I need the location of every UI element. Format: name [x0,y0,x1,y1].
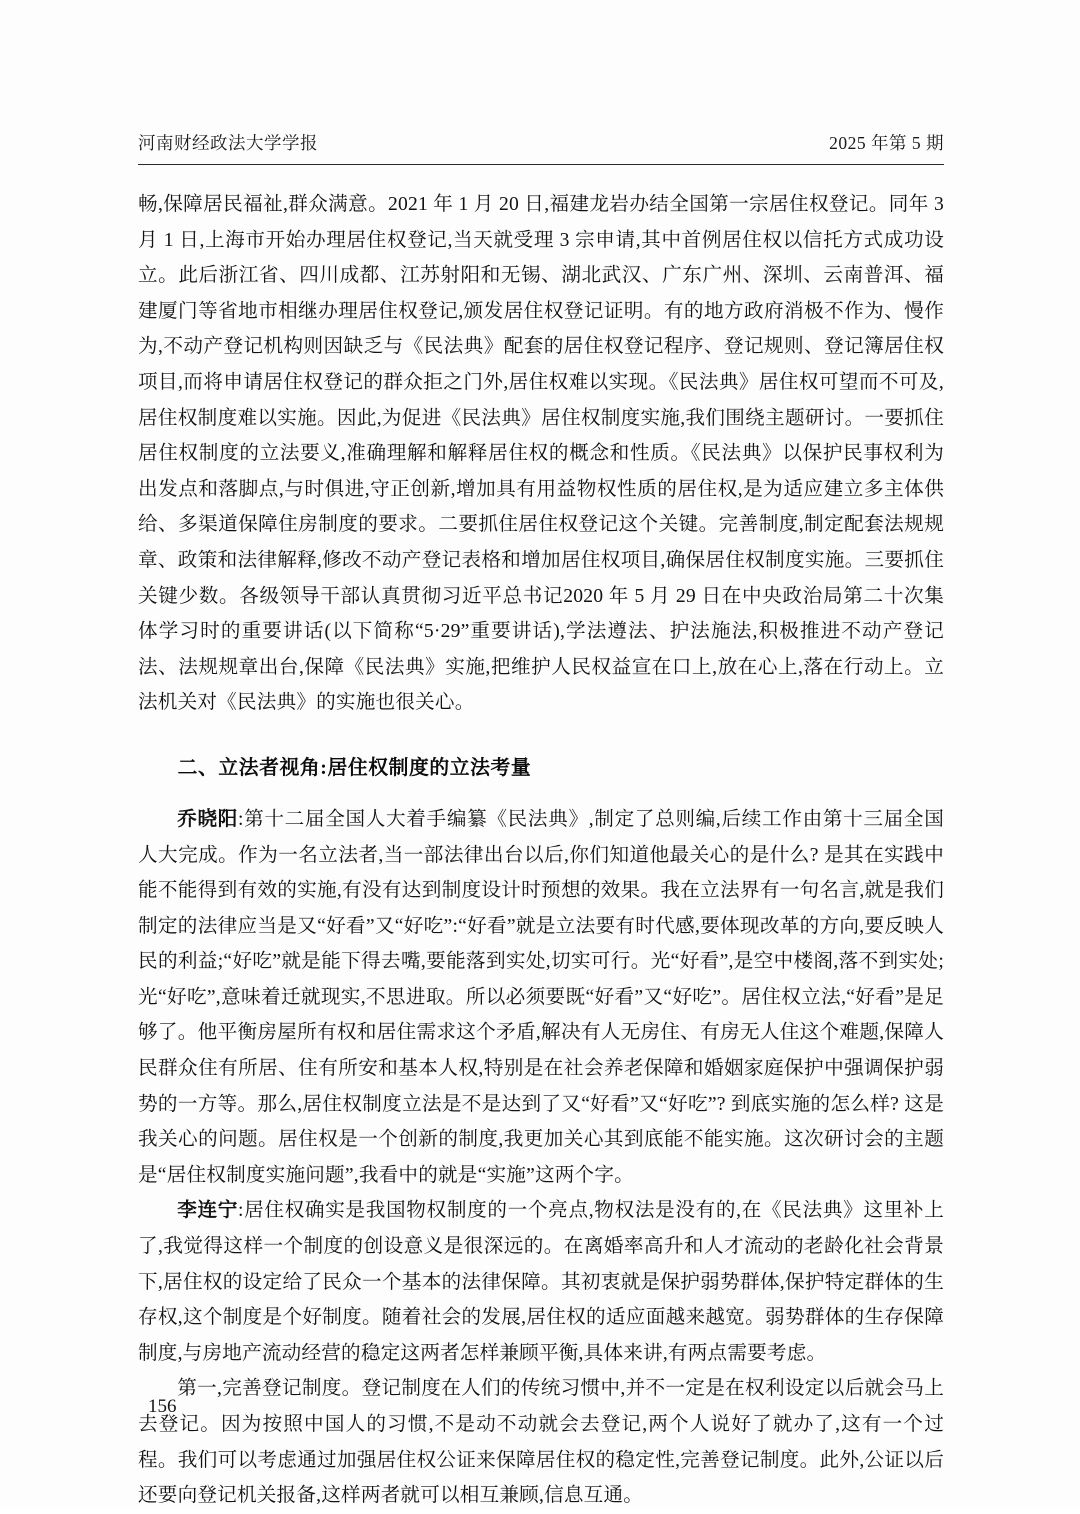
speaker-name-1: 乔晓阳 [177,808,238,830]
journal-name: 河南财经政法大学学报 [138,133,318,153]
page-content [138,130,944,1514]
speaker-name-2: 李连宁 [177,1200,238,1222]
speech-paragraph-2 [138,1193,944,1371]
header-rule [138,164,944,165]
speech-text-1: :第十二届全国人大着手编纂《民法典》,制定了总则编,后续工作由第十三届全国人大完成。作为一名立法者,当一部法律出台以后,你们知道他最关心的是什么? 是其在实践中能不能得到有效的实施,有没有达到制度设计时预想的效果。我在立法界有一句名言,就是我们制定的法律应当是又“好看”又“好吃”:“好看”就是立法要有时代感,要体现改革的方向,要反映人民的利益;“好吃”就是能下得去嘴,要能落到实处,切实可行。光“好看”,是空中楼阁,落不到实处;光“好吃”,意味着迁就现实,不思进取。所以必须要既“好看”又“好吃”。居住权立法,“好看”是足够了。他平衡房屋所有权和居住需求这个矛盾,解决有人无房住、有房无人住这个难题,保障人民群众住有所居、住有所安和基本人权,特别是在社会养老保障和婚姻家庭保护中强调保护弱势的一方等。那么,居住权制度立法是不是达到了又“好看”又“好吃”? 到底实施的怎么样? 这是我关心的问题。居住权是一个创新的制度,我更加关心其到底能不能实施。这次研讨会的主题是“居住权制度实施问题”,我看中的就是“实施”这两个字。 [138,808,944,1186]
page-number: 156 [148,1396,177,1417]
continued-paragraph: 畅,保障居民福祉,群众满意。2021 年 1 月 20 日,福建龙岩办结全国第一宗居住权登记。同年 3 月 1 日,上海市开始办理居住权登记,当天就受理 3 宗申请,其中首例居住权以信托方式成功设立。此后浙江省、四川成都、江苏射阳和无锡、湖北武汉、广东广州、深圳、云南普洱、福建厦门等省地市相继办理居住权登记,颁发居住权登记证明。有的地方政府消极不作为、慢作为,不动产登记机构则因缺乏与《民法典》配套的居住权登记程序、登记规则、登记簿居住权项目,而将申请居住权登记的群众拒之门外,居住权难以实现。《民法典》居住权可望而不可及,居住权制度难以实施。因此,为促进《民法典》居住权制度实施,我们围绕主题研讨。一要抓住居住权制度的立法要义,准确理解和解释居住权的概念和性质。《民法典》以保护民事权利为出发点和落脚点,与时俱进,守正创新,增加具有用益物权性质的居住权,是为适应建立多主体供给、多渠道保障住房制度的要求。二要抓住居住权登记这个关键。完善制度,制定配套法规规章、政策和法律解释,修改不动产登记表格和增加居住权项目,确保居住权制度实施。三要抓住关键少数。各级领导干部认真贯彻习近平总书记2020 年 5 月 29 日在中央政治局第二十次集体学习时的重要讲话(以下简称“5·29”重要讲话),学法遵法、护法施法,积极推进不动产登记法、法规规章出台,保障《民法典》实施,把维护人民权益宣在口上,放在心上,落在行动上。立法机关对《民法典》的实施也很关心。 [138,194,944,714]
issue-label: 2025 年第 5 期 [829,133,944,153]
section-heading: 二、立法者视角:居住权制度的立法考量 [177,756,532,779]
speech-paragraph-1 [138,802,944,1194]
point-paragraph-1: 第一,完善登记制度。登记制度在人们的传统习惯中,并不一定是在权利设定以后就会马上去登记。因为按照中国人的习惯,不是动不动就会去登记,两个人说好了就办了,这有一个过程。我们可以考虑通过加强居住权公证来保障居住权的稳定性,完善登记制度。此外,公证以后还要向登记机关报备,这样两者就可以相互兼顾,信息互通。 [138,1378,944,1507]
running-head [138,130,944,164]
speech-text-2: :居住权确实是我国物权制度的一个亮点,物权法是没有的,在《民法典》这里补上了,我觉得这样一个制度的创设意义是很深远的。在离婚率高升和人才流动的老龄化社会背景下,居住权的设定给了民众一个基本的法律保障。其初衷就是保护弱势群体,保护特定群体的生存权,这个制度是个好制度。随着社会的发展,居住权的适应面越来越宽。弱势群体的生存保障制度,与房地产流动经营的稳定这两者怎样兼顾平衡,具体来讲,有两点需要考虑。 [138,1200,944,1364]
